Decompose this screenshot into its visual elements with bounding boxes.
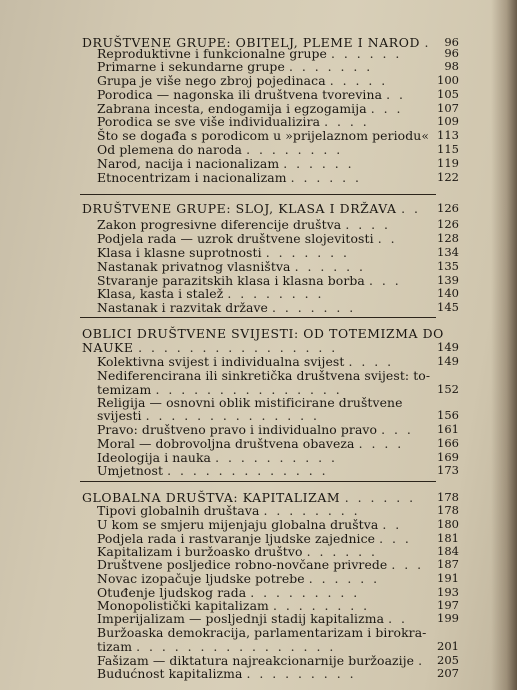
leader-dots: . . . . . . <box>306 544 378 559</box>
page-number: 152 <box>437 382 459 396</box>
section-title-text: GLOBALNA DRUŠTVA: KAPITALIZAM <box>82 490 341 505</box>
leader-dots: . . . <box>391 557 424 572</box>
page-number: 149 <box>437 354 459 368</box>
toc-entry-label: Nediferencirana ili sinkretička društvena svijest: to- <box>97 368 431 383</box>
page-number: 161 <box>437 422 459 436</box>
toc-entry-label: Monopolistički kapitalizam <box>97 598 269 613</box>
page-number: 115 <box>437 142 459 156</box>
page-number: 107 <box>437 101 459 115</box>
page-number: 173 <box>437 463 459 477</box>
toc-entry-label: Kolektivna svijest i individualna svijest <box>97 354 345 369</box>
leader-dots: . . <box>401 201 421 216</box>
toc-entry-label: Klasa, kasta i stalež <box>97 286 224 301</box>
leader-dots: . . . . . . <box>308 571 380 586</box>
leader-dots: . . . <box>381 422 414 437</box>
toc-entry-label: Buržoaska demokracija, parlamentarizam i birokra- <box>97 625 427 640</box>
leader-dots: . . . . . . <box>331 46 402 61</box>
leader-dots: . <box>418 653 425 668</box>
toc-entry-label: Od plemena do naroda <box>97 142 243 157</box>
leader-dots: . . . . . . <box>290 170 362 185</box>
toc-entry-label: Stvaranje parazitskih klasa i klasna borba <box>97 273 365 288</box>
page-number: 135 <box>437 259 459 273</box>
toc-entry-label: Primarne i sekundarne grupe <box>97 59 285 74</box>
leader-dots: . . . . . . . <box>288 59 373 74</box>
leader-dots: . . . . . . . . . . . . . . . . <box>136 639 336 654</box>
toc-entry-label: Podjela rada — uzrok društvene slojevitosti <box>97 231 374 246</box>
leader-dots: . . . . <box>324 114 370 129</box>
page-number: 96 <box>444 46 459 60</box>
page-number: 187 <box>437 557 459 571</box>
leader-dots: . . <box>377 231 398 246</box>
toc-entry-label: Kapitalizam i buržoasko društvo <box>97 544 303 559</box>
page-number: 122 <box>437 170 459 184</box>
toc-entry-label: Zabrana incesta, endogamija i egzogamija <box>97 101 367 116</box>
toc-entry[interactable] <box>97 299 356 316</box>
page-number: 109 <box>437 114 459 128</box>
page-number: 149 <box>437 340 459 354</box>
toc-entry-label: Tipovi globalnih društava <box>97 503 260 518</box>
page-number: 134 <box>437 245 459 259</box>
page-number: 207 <box>437 666 459 680</box>
leader-dots: . . <box>388 611 408 626</box>
page-number: 139 <box>437 273 459 287</box>
leader-dots: . . . <box>370 101 403 116</box>
leader-dots: . . . . <box>345 217 391 232</box>
leader-dots: . . . . . . . . . <box>250 585 360 600</box>
page-number: 126 <box>437 201 459 215</box>
page-number: 96 <box>444 35 459 49</box>
leader-dots: . . . . . . . . <box>263 503 361 518</box>
page-number: 178 <box>437 490 459 504</box>
toc-entry-label: Reproduktivne i funkcionalne grupe <box>97 46 327 61</box>
page-number: 193 <box>437 585 459 599</box>
page-number: 178 <box>437 503 459 517</box>
toc-entry[interactable] <box>97 169 361 186</box>
page-number: 140 <box>437 286 459 300</box>
toc-entry-label: Porodica se sve više individualizira <box>97 114 321 129</box>
page-number: 113 <box>437 128 459 142</box>
toc-entry-label: Porodica — nagonska ili društvena tvorevina <box>97 87 383 102</box>
leader-dots: . . . . . . . <box>265 245 350 260</box>
page-number: 201 <box>437 639 459 653</box>
toc-entry-label: Zakon progresivne diferencije društva <box>97 217 342 232</box>
leader-dots: . . . . . . . <box>272 300 356 315</box>
toc-entry-label: Imperijalizam — posljednji stadij kapitalizma <box>97 611 385 626</box>
section-divider <box>80 481 436 482</box>
leader-dots: . . <box>382 517 402 532</box>
leader-dots: . . . . . . . . . <box>246 666 357 681</box>
leader-dots: . . <box>386 87 406 102</box>
page-number: 180 <box>437 517 459 531</box>
leader-dots: . . . . . . . . . . . . . . <box>145 408 320 423</box>
page-number: 181 <box>437 531 459 545</box>
leader-dots: . . . . . . <box>294 259 366 274</box>
page-number: 105 <box>437 87 459 101</box>
page-number: 128 <box>437 231 459 245</box>
toc-entry-label: Nastanak privatnog vlasništva <box>97 259 291 274</box>
page-number: 197 <box>437 598 459 612</box>
toc-entry-label: Narod, nacija i nacionalizam <box>97 156 280 171</box>
toc-entry-label: Podjela rada i rastvaranje ljudske zajednice <box>97 531 376 546</box>
leader-dots: . . . . . . . . . . . . . . . <box>155 382 343 397</box>
leader-dots: . <box>424 35 431 50</box>
page-number: 100 <box>437 73 459 87</box>
toc-entry-label: Novac izopačuje ljudske potrebe <box>97 571 305 586</box>
page-number: 126 <box>437 217 459 231</box>
page-number: 98 <box>444 59 459 73</box>
toc-entry-label: Što se događa s porodicom u »prijelaznom periodu« <box>97 128 430 143</box>
toc-entry-label: svijesti <box>97 408 142 423</box>
leader-dots: . . . . . . <box>283 156 355 171</box>
toc-entry-label: Fašizam — diktatura najreakcionarnije buržoazije <box>97 653 415 668</box>
leader-dots: . . . <box>368 273 402 288</box>
section-title-text: DRUŠTVENE GRUPE: SLOJ, KLASA I DRŽAVA <box>82 201 397 216</box>
toc-entry-label: Društvene posljedice robno-novčane privrede <box>97 557 388 572</box>
toc-entry-label: Moral — dobrovoljna društvena obaveza <box>97 436 355 451</box>
section-divider <box>80 317 436 318</box>
leader-dots: . . . . . . . . . . . . . . . . <box>138 340 338 355</box>
page-number: 166 <box>437 436 459 450</box>
page-number: 119 <box>437 156 459 170</box>
section-title-text: OBLICI DRUŠTVENE SVIJESTI: OD TOTEMIZMA DO <box>82 326 444 341</box>
leader-dots: . . . . . . . . <box>272 598 370 613</box>
toc-entry-label: Religija — osnovni oblik mistificirane društvene <box>97 395 403 410</box>
leader-dots: . . . . <box>358 436 404 451</box>
page-number: 145 <box>437 300 459 314</box>
section-title[interactable] <box>82 200 420 217</box>
page-number: 199 <box>437 611 459 625</box>
page-number: 184 <box>437 544 459 558</box>
toc-entry-label: Nastanak i razvitak države <box>97 300 268 315</box>
leader-dots: . . . . . . . . <box>227 286 324 301</box>
toc-entry-label: Etnocentrizam i nacionalizam <box>97 170 287 185</box>
toc-entry-label: Otuđenje ljudskog rada <box>97 585 247 600</box>
section-title-text: DRUŠTVENE GRUPE: OBITELJ, PLEME I NAROD <box>82 35 420 50</box>
toc-entry-label: Ideologija i nauka <box>97 450 212 465</box>
toc-entry-label: U kom se smjeru mijenjaju globalna društva <box>97 517 379 532</box>
toc-entry-label: temizam <box>97 382 152 397</box>
page-number: 205 <box>437 653 459 667</box>
toc-entry-label: tizam <box>97 639 133 654</box>
toc-entry-label: Budućnost kapitalizma <box>97 666 243 681</box>
section-title-text: NAUKE <box>82 340 134 355</box>
leader-dots: . . . . . . . . . . . . . <box>167 463 329 478</box>
leader-dots: . . . . . <box>329 73 388 88</box>
toc-entry-label: Klasa i klasne suprotnosti <box>97 245 262 260</box>
toc-entry[interactable] <box>97 665 356 682</box>
leader-dots: . . . . . . <box>344 490 416 505</box>
leader-dots: . . . . . . . . <box>246 142 343 157</box>
toc-entry-label: Umjetnost <box>97 463 164 478</box>
page-number: 191 <box>437 571 459 585</box>
section-divider <box>80 194 436 195</box>
toc-entry[interactable] <box>97 462 328 479</box>
leader-dots: . . . . . . . . . . <box>215 450 338 465</box>
toc-entry-label: Pravo: društveno pravo i individualno pravo <box>97 422 378 437</box>
leader-dots: . . . . <box>348 354 394 369</box>
page-number: 156 <box>437 408 459 422</box>
toc-entry-label: Grupa je više nego zbroj pojedinaca <box>97 73 326 88</box>
leader-dots: . . . <box>379 531 412 546</box>
page-number: 169 <box>437 450 459 464</box>
